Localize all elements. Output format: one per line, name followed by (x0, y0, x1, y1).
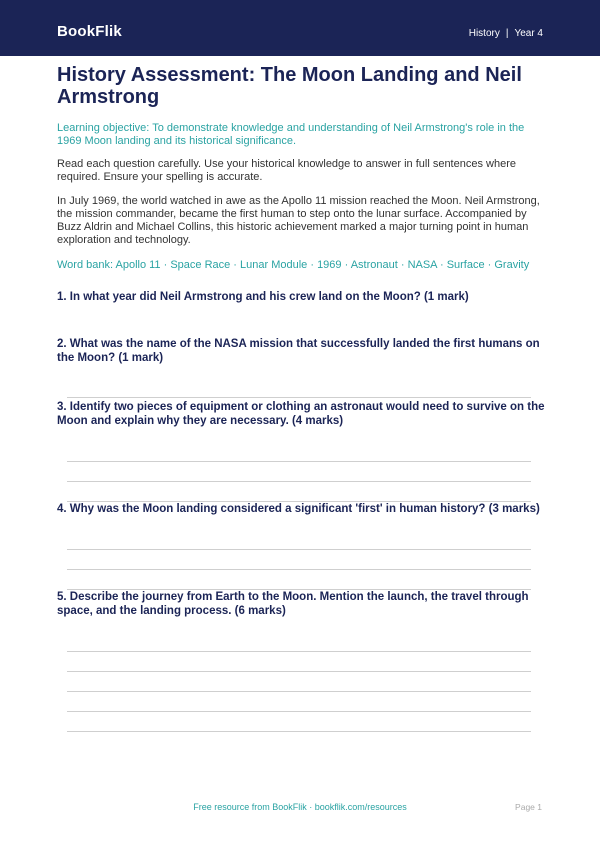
question-2: 2. What was the name of the NASA mission that successfully landed the first humans on the Moon? (1 mark) (57, 338, 540, 364)
question-3: 3. Identify two pieces of equipment or clothing an astronaut would need to survive on the Moon and explain why they are necessary. (4 marks) (57, 401, 545, 427)
subject-label: History (468, 28, 500, 39)
question-4: 4. Why was the Moon landing considered a significant 'first' in human history? (3 marks) (57, 503, 540, 515)
page-header (0, 0, 600, 56)
header-meta (469, 28, 543, 39)
answer-line[interactable] (67, 397, 531, 398)
answer-line[interactable] (67, 461, 531, 462)
brand-logo: BookFlik (57, 23, 122, 40)
question-5: 5. Describe the journey from Earth to the Moon. Mention the launch, the travel through space, and the landing process. (6 marks) (57, 591, 529, 617)
footer-resource[interactable]: Free resource from BookFlik · bookflik.com/resources (193, 802, 407, 812)
page-title: History Assessment: The Moon Landing and Neil Armstrong (57, 64, 522, 108)
page-number: Page 1 (515, 802, 542, 812)
answer-line[interactable] (67, 691, 531, 692)
answer-line[interactable] (67, 711, 531, 712)
header-separator: | (505, 28, 509, 39)
answer-line[interactable] (67, 731, 531, 732)
answer-line[interactable] (67, 651, 531, 652)
answer-line[interactable] (67, 671, 531, 672)
word-bank: Word bank: Apollo 11 · Space Race · Lunar Module · 1969 · Astronaut · NASA · Surface · Gravity (57, 259, 530, 271)
answer-line[interactable] (67, 481, 531, 482)
year-label: Year 4 (514, 28, 543, 39)
context-paragraph: In July 1969, the world watched in awe as the Apollo 11 mission reached the Moon. Neil Armstrong, the mission commander, became the first human to step onto the lunar surface. Accompanied by Buzz Aldrin and Michael Collins, this historic achievement marked a major turning point in human exploration and technology. (57, 195, 540, 246)
answer-line[interactable] (67, 569, 531, 570)
question-1: 1. In what year did Neil Armstrong and his crew land on the Moon? (1 mark) (57, 291, 469, 303)
answer-line[interactable] (67, 549, 531, 550)
instructions: Read each question carefully. Use your historical knowledge to answer in full sentences where required. Ensure your spelling is accurate. (57, 158, 516, 183)
learning-objective: Learning objective: To demonstrate knowledge and understanding of Neil Armstrong's role in the 1969 Moon landing and its historical significance. (57, 122, 525, 147)
